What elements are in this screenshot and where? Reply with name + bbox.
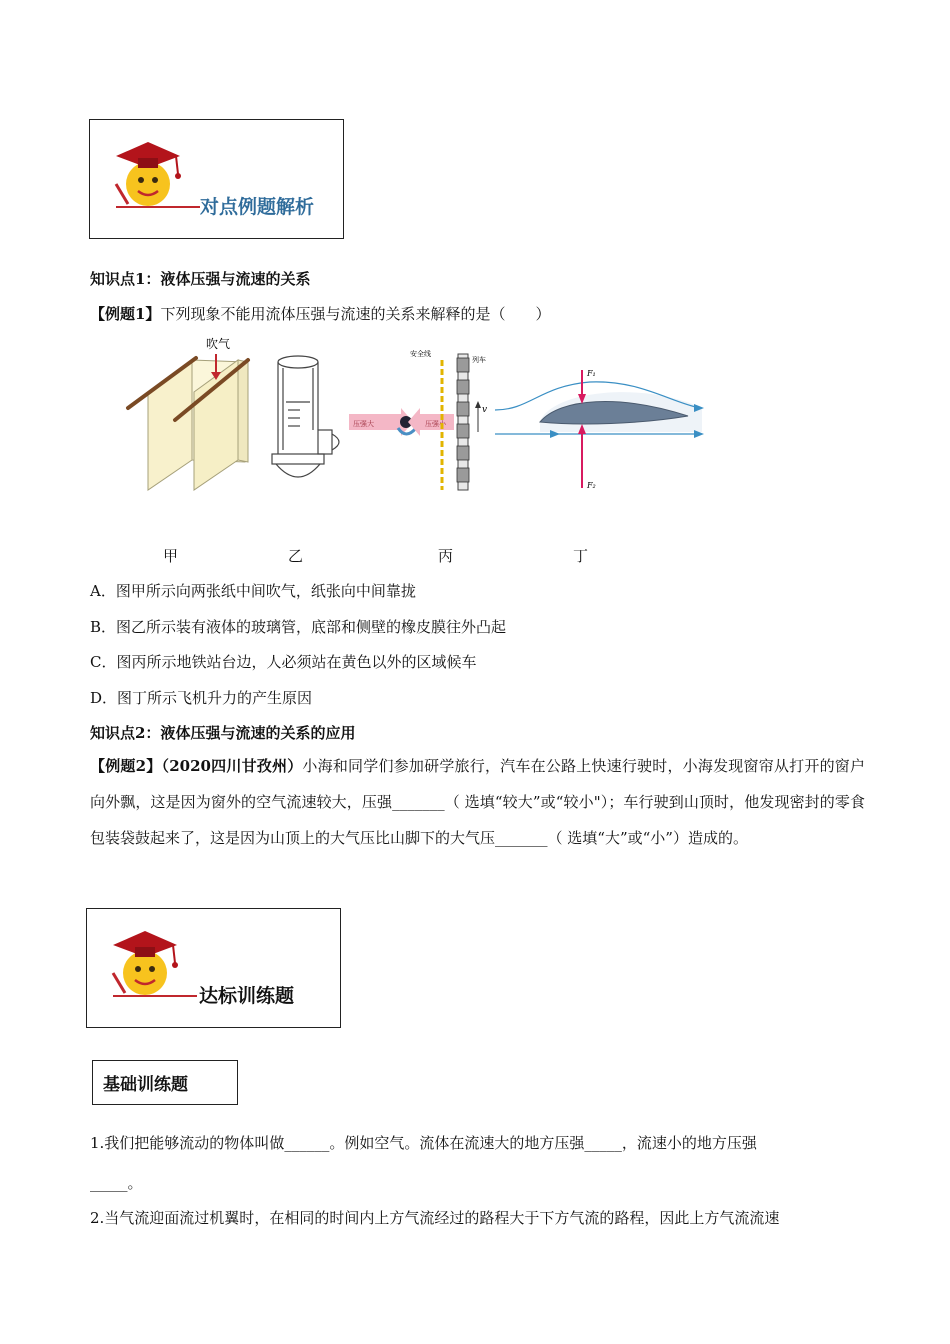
section-banner-practice (86, 908, 341, 1028)
figure-bing-subway-platform (349, 349, 487, 490)
section-banner-examples (89, 119, 344, 239)
high-pressure-label: 压强大 (353, 420, 374, 428)
knowledge-point-2: 知识点2：液体压强与流速的关系的应用 (90, 724, 356, 742)
mascot-graduate-icon (105, 923, 183, 1003)
figure-yi-glass-tube (272, 356, 339, 477)
fig-label-ding: 丁 (573, 547, 589, 565)
safety-line-label: 安全线 (410, 350, 431, 358)
example-1-text: 下列现象不能用流体压强与流速的关系来解释的是（ ） (160, 305, 551, 323)
question-2-line-1: 2.当气流迎面流过机翼时，在相同的时间内上方气流经过的路程大于下方气流的路程，因此上方气流流速 (90, 1209, 780, 1227)
example-1-question (90, 303, 550, 324)
mascot-graduate-icon (108, 134, 186, 214)
fig-label-bing: 丙 (438, 547, 454, 565)
train-label: 列车 (472, 356, 486, 364)
f1-label: F₁ (587, 369, 596, 378)
figure-ding-airfoil (495, 369, 704, 490)
v-label: v (482, 405, 488, 415)
example-2-tag: 【例题2】（2020四川甘孜州） (90, 757, 303, 775)
example-1-figure (120, 332, 710, 502)
f2-label: F₂ (587, 481, 596, 490)
option-d: D．图丁所示飞机升力的产生原因 (90, 689, 313, 707)
option-b: B．图乙所示装有液体的玻璃管，底部和侧壁的橡皮膜往外凸起 (90, 618, 507, 636)
example-2 (90, 748, 865, 856)
basic-training-box (92, 1060, 238, 1105)
example-2-text: 小海和同学们参加研学旅行，汽车在公路上快速行驶时，小海发现窗帘从打开的窗户向外飘，这是因为窗外的空气流速较大，压强_______（ 选填“较大”或“较小"）；车行驶到山顶时，他发现密封的零食包装袋鼓起来了，这是因为山顶上的大气压比山脚下的大气压_______（ 选填“大”或“小”）造成的。 (90, 757, 865, 847)
example-1-tag: 【例题1】 (90, 305, 161, 323)
knowledge-point-1: 知识点1：液体压强与流速的关系 (90, 270, 311, 288)
fig-label-jia: 甲 (163, 547, 179, 565)
question-1-line-1: 1.我们把能够流动的物体叫做______。例如空气。流体在流速大的地方压强_____，流速小的地方压强 (90, 1134, 757, 1152)
option-c: C．图丙所示地铁站台边，人必须站在黄色以外的区域候车 (90, 653, 477, 671)
fig-label-yi: 乙 (288, 547, 304, 565)
banner-title: 对点例题解析 (200, 196, 315, 218)
low-pressure-label: 压强小 (425, 420, 446, 428)
banner-title: 达标训练题 (199, 985, 295, 1007)
option-a: A．图甲所示向两张纸中间吹气，纸张向中间靠拢 (90, 582, 416, 600)
basic-training-label: 基础训练题 (103, 1075, 188, 1095)
figure-jia-paper-sheets (128, 336, 248, 490)
blow-label: 吹气 (206, 337, 231, 351)
question-1-line-2: _____。 (90, 1174, 143, 1192)
